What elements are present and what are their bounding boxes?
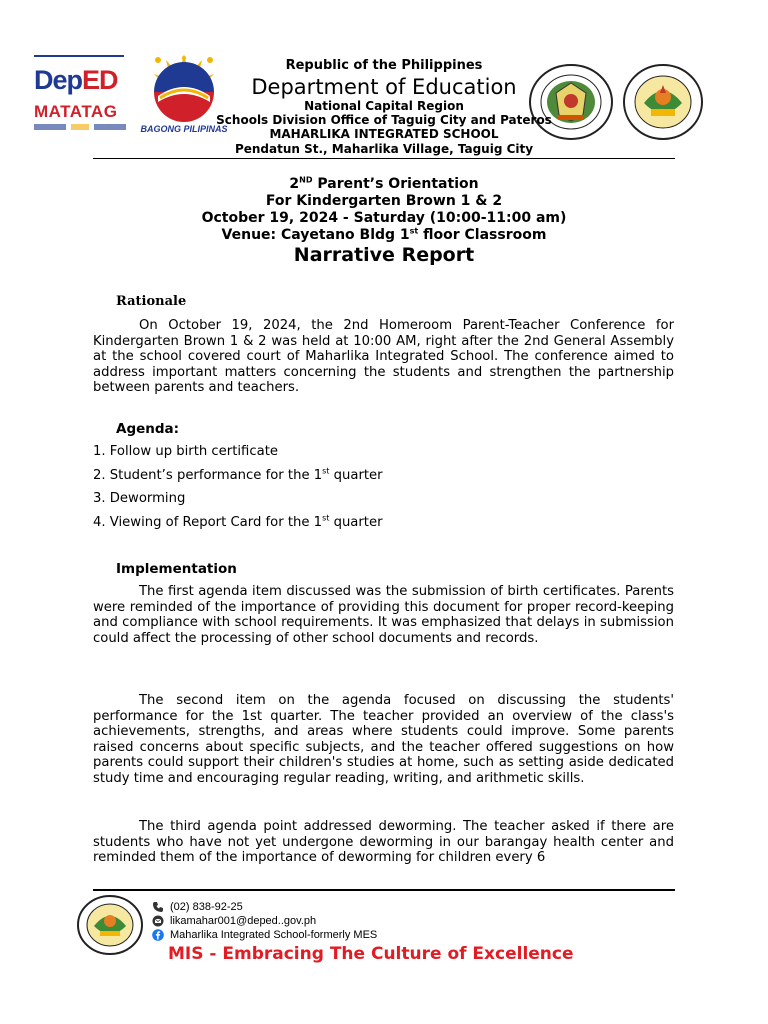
agenda-heading: Agenda: — [116, 421, 180, 437]
bagong-pilipinas-text: BAGONG PILIPINAS — [140, 124, 228, 134]
agenda-item: 4. Viewing of Report Card for the 1st quarter — [93, 513, 383, 530]
event-venue: Venue: Cayetano Bldg 1st floor Classroom — [221, 226, 547, 243]
phone-icon — [152, 901, 164, 913]
footer-phone: (02) 838-92-25 — [152, 901, 243, 913]
agenda-item: 1. Follow up birth certificate — [93, 444, 278, 459]
implementation-paragraph: The second item on the agenda focused on discussing the students' performance for the 1st quarter. The teacher provided an overview of the class's achievements, strengths, and areas where students could improve. Some parents raised concerns about specific subjects, and the teacher offered suggestions on how parents could support their children's studies at home, such as setting aside dedicated study time and encouraging regular reading, writing, and arithmetic skills. — [93, 693, 674, 786]
facebook-icon — [152, 929, 164, 941]
implementation-paragraph: The third agenda point addressed deworming. The teacher asked if there are students who have not yet undergone deworming in our barangay health center and reminded them of the importance of deworming for children every 6 — [93, 819, 674, 866]
report-title: Narrative Report — [293, 244, 475, 266]
footer-email[interactable]: likamahar001@deped..gov.ph — [152, 915, 316, 927]
division-heading: Schools Division Office of Taguig City and Pateros — [216, 113, 552, 127]
maharlika-school-seal — [622, 63, 704, 141]
department-heading: Department of Education — [251, 75, 517, 99]
event-title: 2ND Parent’s Orientation — [289, 175, 479, 192]
agenda-item: 2. Student’s performance for the 1st quarter — [93, 466, 383, 483]
deped-matatag-logo — [30, 55, 128, 135]
footer-school-seal — [76, 894, 144, 956]
header-divider — [93, 158, 675, 159]
event-date: October 19, 2024 - Saturday (10:00-11:00 am) — [201, 210, 567, 226]
rationale-paragraph: On October 19, 2024, the 2nd Homeroom Parent-Teacher Conference for Kindergarten Brown 1 & 2 was held at 10:00 AM, right after the 2nd General Assembly at the school covered court of Maharlika Integrated School. The conference aimed to address important matters concerning the students and strengthen the partnership between parents and teachers. — [93, 318, 674, 396]
republic-heading: Republic of the Philippines — [285, 58, 483, 73]
implementation-heading: Implementation — [116, 561, 237, 577]
school-motto: MIS - Embracing The Culture of Excellence — [168, 944, 574, 964]
school-heading: MAHARLIKA INTEGRATED SCHOOL — [269, 127, 499, 141]
rationale-heading: Rationale — [116, 294, 187, 309]
footer-divider — [93, 889, 675, 891]
school-address: Pendatun St., Maharlika Village, Taguig City — [234, 142, 534, 156]
deped-logo-text: DepED — [34, 65, 118, 95]
event-class: For Kindergarten Brown 1 & 2 — [265, 193, 503, 209]
email-icon — [152, 915, 164, 927]
agenda-item: 3. Deworming — [93, 491, 186, 506]
implementation-paragraph: The first agenda item discussed was the submission of birth certificates. Parents were reminded of the importance of providing this document for proper record-keeping and compliance with school requirements. It was emphasized that delays in submission could affect the processing of other school documents and records. — [93, 584, 674, 646]
footer-facebook[interactable]: Maharlika Integrated School-formerly MES — [152, 929, 377, 941]
matatag-logo-text: MATATAG — [34, 102, 118, 121]
region-heading: National Capital Region — [304, 99, 464, 113]
